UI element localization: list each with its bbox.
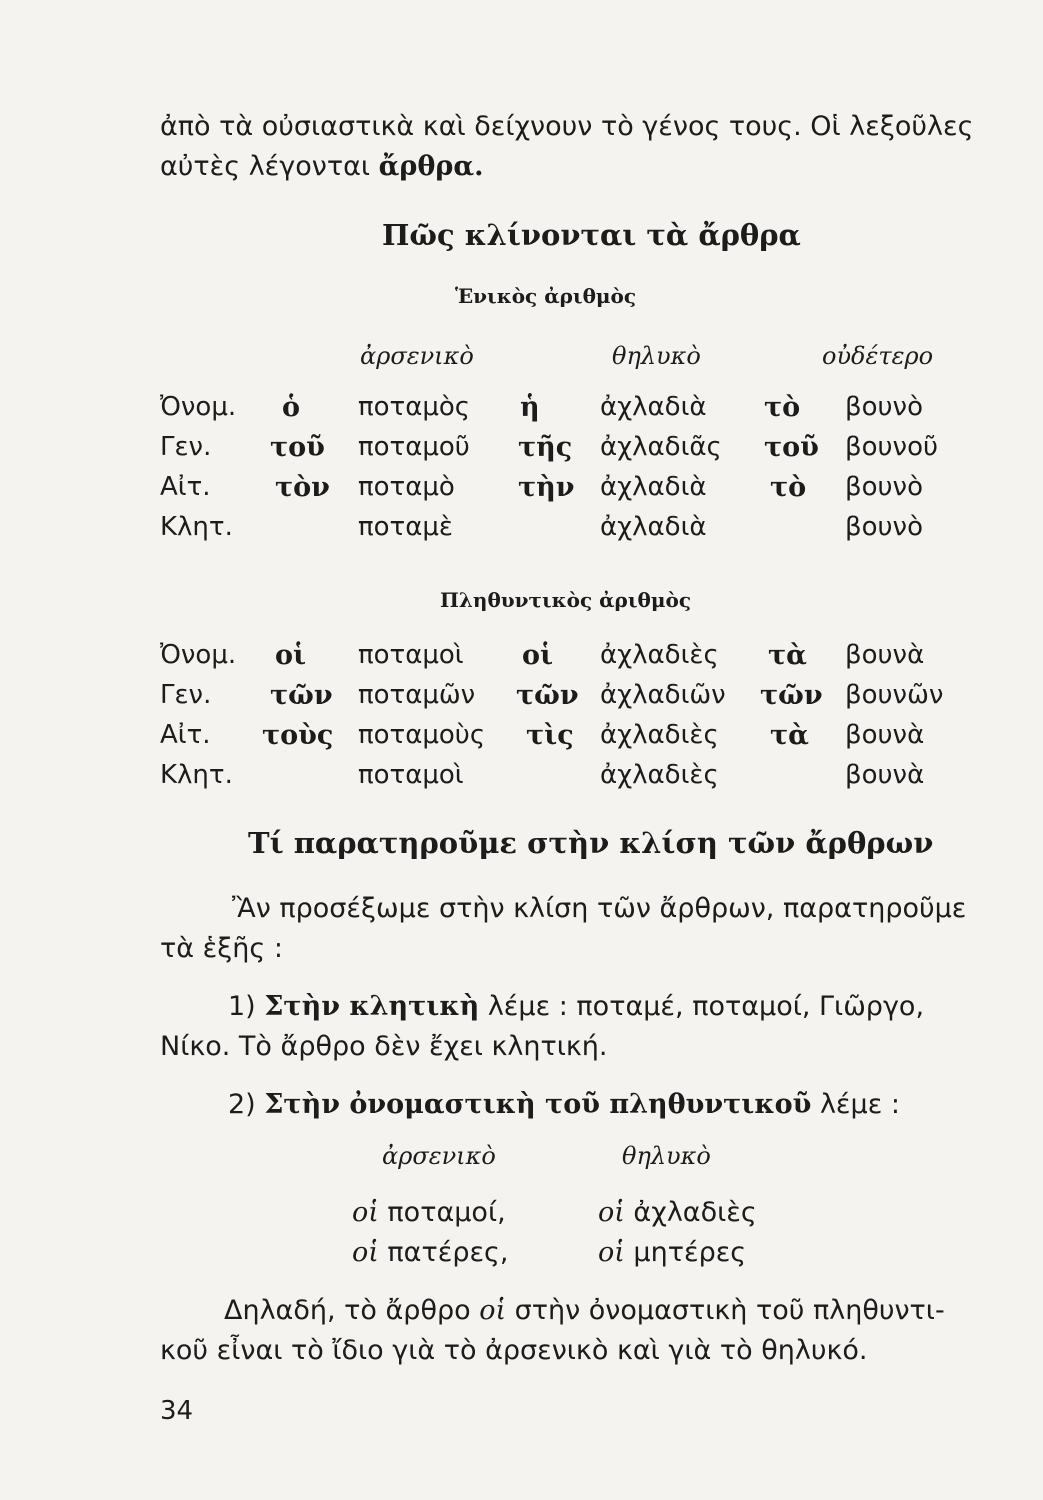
para1-line-2: τὰ ἑξῆς : — [160, 933, 283, 964]
noun-feminine: ἀχλαδιῶν — [600, 680, 726, 710]
conclusion-text-b: στὴν ὀνομαστικὴ τοῦ πληθυντι- — [506, 1295, 945, 1326]
singular-heading: Ἑνικὸς ἀριθμὸς — [455, 284, 637, 308]
article-masculine: τῶν — [270, 680, 333, 711]
gender-header-feminine: θηλυκὸ — [612, 342, 701, 370]
case-label: Κλητ. — [160, 512, 233, 542]
noun-masculine: ποταμοὶ — [358, 640, 464, 670]
case-label: Γεν. — [160, 432, 212, 462]
article-neuter: τὸ — [770, 472, 807, 503]
example-header-feminine: θηλυκὸ — [622, 1142, 711, 1170]
noun-feminine: ἀχλαδιὲς — [600, 720, 719, 750]
case-label: Αἰτ. — [160, 472, 211, 502]
intro-line-2-text: αὐτὲς λέγονται — [160, 151, 379, 182]
case-label: Ὀνομ. — [160, 640, 237, 670]
article-neuter: τοῦ — [764, 432, 819, 463]
point-1-line-2: Νίκο. Τὸ ἄρθρο δὲν ἔχει κλητική. — [160, 1031, 608, 1062]
noun-feminine: ἀχλαδιὰ — [600, 392, 707, 422]
noun-feminine: ἀχλαδιὲς — [600, 640, 719, 670]
point-1-term: Στὴν κλητικὴ — [264, 991, 480, 1022]
noun-masculine: ποταμοῦ — [358, 432, 470, 462]
noun-feminine: ἀχλαδιὰ — [600, 512, 707, 542]
article-feminine: τῶν — [516, 680, 579, 711]
example-article: οἱ — [352, 1197, 379, 1228]
article-masculine: τοῦ — [270, 432, 325, 463]
noun-feminine: ἀχλαδιὰ — [600, 472, 707, 502]
article-neuter: τὸ — [764, 392, 801, 423]
noun-masculine: ποταμὲ — [358, 512, 453, 542]
article-masculine: τὸν — [275, 472, 330, 503]
noun-masculine: ποταμῶν — [358, 680, 476, 710]
gender-header-masculine: ἀρσενικὸ — [360, 342, 474, 370]
noun-neuter: βουνῶν — [845, 680, 944, 710]
point-2-term: Στὴν ὀνομαστικὴ τοῦ πληθυντικοῦ — [264, 1089, 812, 1120]
para1-line-1: Ἂν προσέξωμε στὴν κλίση τῶν ἄρθρων, παρατηροῦμε — [232, 893, 967, 924]
case-label: Κλητ. — [160, 760, 233, 790]
article-feminine: οἱ — [522, 640, 554, 671]
example-article: οἱ — [598, 1197, 625, 1228]
noun-neuter: βουνὰ — [845, 640, 925, 670]
point-2-number: 2) — [228, 1089, 256, 1120]
point-1-number: 1) — [228, 991, 256, 1022]
conclusion-line-1 — [224, 1292, 945, 1330]
example-row-2-feminine — [598, 1234, 746, 1272]
article-masculine: τοὺς — [262, 720, 334, 751]
noun-feminine: ἀχλαδιᾶς — [600, 432, 722, 462]
conclusion-line-2: κοῦ εἶναι τὸ ἴδιο γιὰ τὸ ἀρσενικὸ καὶ γιὰ τὸ θηλυκό. — [160, 1335, 868, 1366]
intro-line-1: ἀπὸ τὰ οὐσιαστικὰ καὶ δείχνουν τὸ γένος τους. Οἱ λεξοῦλες — [160, 111, 974, 142]
conclusion-article: οἱ — [479, 1295, 507, 1326]
article-feminine: τῆς — [518, 432, 573, 463]
noun-masculine: ποταμοὺς — [358, 720, 486, 750]
noun-masculine: ποταμοὶ — [358, 760, 464, 790]
article-neuter: τὰ — [768, 640, 807, 671]
article-feminine: τὴν — [518, 472, 575, 503]
example-noun: ποταμοί, — [378, 1197, 506, 1228]
noun-neuter: βουνὸ — [845, 512, 923, 542]
example-noun: μητέρες — [624, 1237, 747, 1268]
case-label: Αἰτ. — [160, 720, 211, 750]
example-noun: ἀχλαδιὲς — [624, 1197, 757, 1228]
noun-neuter: βουνοῦ — [845, 432, 939, 462]
noun-masculine: ποταμὸς — [358, 392, 471, 422]
noun-masculine: ποταμὸ — [358, 472, 455, 502]
conclusion-text-a: Δηλαδή, τὸ ἄρθρο — [224, 1295, 480, 1326]
noun-neuter: βουνὰ — [845, 760, 925, 790]
gender-header-neuter: οὐδέτερο — [822, 342, 934, 370]
example-article: οἱ — [598, 1237, 625, 1268]
noun-neuter: βουνὸ — [845, 472, 923, 502]
article-masculine: ὁ — [282, 392, 301, 423]
example-row-1-masculine — [352, 1194, 506, 1232]
case-label: Γεν. — [160, 680, 212, 710]
example-row-2-masculine — [352, 1234, 509, 1272]
point-2-line-1 — [228, 1086, 900, 1124]
article-feminine: ἡ — [520, 392, 540, 423]
point-1-text: λέμε : ποταμέ, ποταμοί, Γιῶργο, — [479, 991, 925, 1022]
noun-neuter: βουνὸ — [845, 392, 923, 422]
example-noun: πατέρες, — [378, 1237, 509, 1268]
point-1-line-1 — [228, 988, 924, 1026]
page-number: 34 — [160, 1396, 194, 1426]
example-row-1-feminine — [598, 1194, 757, 1232]
point-2-text: λέμε : — [811, 1089, 900, 1120]
article-neuter: τῶν — [760, 680, 823, 711]
intro-term-arthra: ἄρθρα. — [378, 151, 484, 182]
section-title-observations: Τί παρατηροῦμε στὴν κλίση τῶν ἄρθρων — [248, 826, 934, 860]
intro-line-2 — [160, 148, 484, 186]
article-neuter: τὰ — [770, 720, 809, 751]
article-masculine: οἱ — [275, 640, 307, 671]
example-article: οἱ — [352, 1237, 379, 1268]
noun-feminine: ἀχλαδιὲς — [600, 760, 719, 790]
noun-neuter: βουνὰ — [845, 720, 925, 750]
example-header-masculine: ἀρσενικὸ — [382, 1142, 496, 1170]
case-label: Ὀνομ. — [160, 392, 237, 422]
article-feminine: τὶς — [526, 720, 574, 751]
plural-heading: Πληθυντικὸς ἀριθμὸς — [440, 588, 692, 612]
section-title-declension: Πῶς κλίνονται τὰ ἄρθρα — [382, 218, 801, 252]
